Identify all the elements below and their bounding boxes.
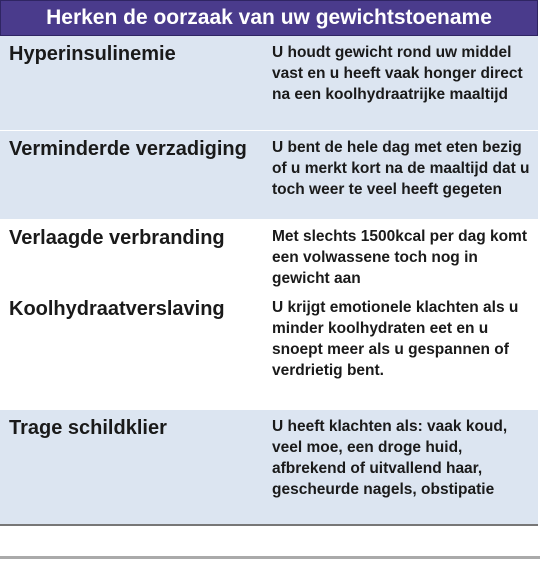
cause-label: Koolhydraatverslaving	[9, 298, 225, 320]
cause-label: Verlaagde verbranding	[9, 227, 225, 249]
cause-label: Verminderde verzadiging	[9, 138, 247, 160]
bottom-divider	[0, 556, 540, 559]
table-row	[0, 410, 538, 526]
cause-label: Hyperinsulinemie	[9, 43, 176, 65]
cause-description: U heeft klachten als: vaak koud, veel moe, een droge huid, afbrekend of uitvallend haar, gescheurde nagels, obstipatie	[272, 418, 508, 498]
table-row	[0, 131, 538, 220]
cause-description: U bent de hele dag met eten bezig of u merkt kort na de maaltijd dat u toch weer te veel heeft gegeten	[272, 139, 530, 198]
cause-label: Trage schildklier	[9, 417, 167, 439]
cause-description: Met slechts 1500kcal per dag komt een volwassene toch nog in gewicht aan	[272, 228, 528, 287]
table-row	[0, 291, 538, 410]
table-row	[0, 220, 538, 291]
table-row	[0, 36, 538, 131]
table-title: Herken de oorzaak van uw gewichtstoename	[0, 0, 538, 36]
cause-description: U krijgt emotionele klachten als u minder koolhydraten eet en u snoept meer als u gespannen of verdrietig bent.	[272, 299, 519, 379]
cause-description: U houdt gewicht rond uw middel vast en u heeft vaak honger direct na een koolhydraatrijke maaltijd	[272, 44, 523, 103]
